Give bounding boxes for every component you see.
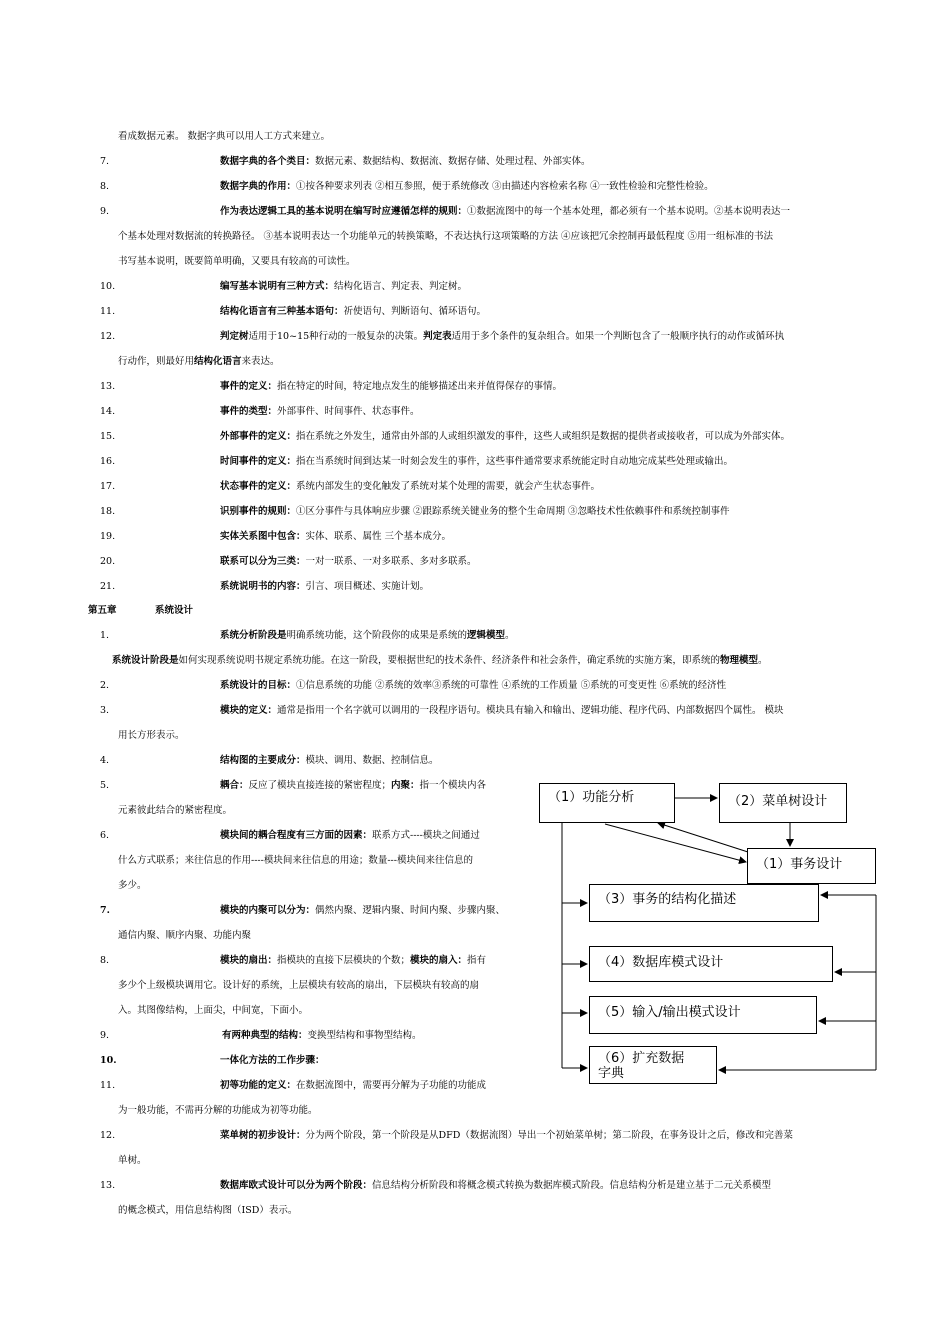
ch5-item-11: 初等功能的定义：在数据流图中，需要再分解为子功能的功能成 <box>220 1080 487 1091</box>
item-11: 结构化语言有三种基本语句：祈使语句、判断语句、循环语句。 <box>220 306 487 317</box>
ch5-item-8: 模块的扇出：指模块的直接下层模块的个数；模块的扇入：指有 <box>220 955 487 966</box>
arrow-b3-b1 <box>658 823 748 852</box>
item-number: 3. <box>100 705 110 716</box>
diagram-box-label: （6）扩充数据 <box>598 1051 685 1066</box>
item-number: 9. <box>100 206 110 217</box>
item-number: 10. <box>100 1055 117 1066</box>
ch5-item-5: 耦合：反应了模块直接连接的紧密程度；内聚：指一个模块内各 <box>220 780 487 791</box>
ch5-item-2: 系统设计的目标：①信息系统的功能 ②系统的效率③系统的可靠性 ④系统的工作质量 ⑤系统的可变更性 ⑥系统的经济性 <box>220 680 727 691</box>
item-13: 事件的定义：指在特定的时间，特定地点发生的能够描述出来并值得保存的事情。 <box>220 381 563 392</box>
item-8: 数据字典的作用：①按各种要求列表 ②相互参照，便于系统修改 ③由描述内容检索名称 ④一致性检验和完整性检验。 <box>220 181 714 192</box>
item-number: 15. <box>100 431 116 442</box>
item-9-cont: 个基本处理对数据流的转换路径。 ③基本说明表达一个功能单元的转换策略，不表达执行这项策略的方法 ④应该把冗余控制再最低程度 ⑤用一组标准的书法 <box>118 231 774 242</box>
item-number: 4. <box>100 755 110 766</box>
item-number: 7. <box>100 156 110 167</box>
item-number: 13. <box>100 1180 116 1191</box>
item-number: 19. <box>100 531 116 542</box>
item-number: 21. <box>100 581 116 592</box>
item-number: 18. <box>100 506 116 517</box>
diagram-box-extend-data-dictionary <box>589 1046 717 1084</box>
item-number: 11. <box>100 1080 116 1091</box>
chapter-title: 系统设计 <box>155 605 194 616</box>
item-number: 12. <box>100 1130 116 1141</box>
item-number: 9. <box>100 1030 110 1041</box>
ch5-item-6: 模块间的耦合程度有三方面的因素：联系方式----模块之间通过 <box>220 830 480 841</box>
ch5-item-4: 结构图的主要成分：模块、调用、数据、控制信息。 <box>220 755 439 766</box>
ch5-item-6-cont: 什么方式联系；来往信息的作用----模块间来往信息的用途；数量---模块间来往信息的 <box>118 855 473 866</box>
ch5-item-13-cont: 的概念模式，用信息结构图（ISD）表示。 <box>118 1205 298 1216</box>
diagram-box-transaction-design: （1）事务设计 <box>747 848 876 884</box>
diagram-box-function-analysis: （1）功能分析 <box>539 783 675 823</box>
item-17: 状态事件的定义：系统内部发生的变化触发了系统对某个处理的需要，就会产生状态事件。 <box>220 481 601 492</box>
item-16: 时间事件的定义：指在当系统时间到达某一时刻会发生的事件，这些事件通常要求系统能定时自动地完成某些处理或输出。 <box>220 456 734 467</box>
diagram-box-label: 字典 <box>598 1066 625 1081</box>
ch5-item-8-cont: 多少个上级模块调用它。设计好的系统，上层模块有较高的扇出，下层模块有较高的扇 <box>118 980 480 991</box>
item-10: 编写基本说明有三种方式：结构化语言、判定表、判定树。 <box>220 281 468 292</box>
ch5-item-6-cont: 多少。 <box>118 880 147 891</box>
arrow-b1-b3 <box>605 824 746 862</box>
item-9: 作为表达逻辑工具的基本说明在编写时应遵循怎样的规则：①数据流图中的每一个基本处理，都必须有一个基本说明。②基本说明表达一 <box>220 206 791 217</box>
ch5-item-12: 菜单树的初步设计：分为两个阶段，第一个阶段是从DFD（数据流图）导出一个初始菜单树；第二阶段，在事务设计之后，修改和完善菜 <box>220 1130 793 1141</box>
ch5-item-10: 一体化方法的工作步骤： <box>220 1055 325 1066</box>
item-12-cont: 行动作，则最好用结构化语言来表达。 <box>118 356 280 367</box>
item-number: 16. <box>100 456 116 467</box>
ch5-item-3-cont: 用长方形表示。 <box>118 730 185 741</box>
item-number: 11. <box>100 306 116 317</box>
chapter-number: 第五章 <box>88 605 117 616</box>
ch5-item-8-cont: 入。其图像结构，上面尖，中间宽，下面小。 <box>118 1005 309 1016</box>
item-20: 联系可以分为三类：一对一联系、一对多联系、多对多联系。 <box>220 556 477 567</box>
ch5-item-3: 模块的定义：通常是指用一个名字就可以调用的一段程序语句。模块具有输入和输出、逻辑功能、程序代码、内部数据四个属性。 模块 <box>220 705 784 716</box>
item-number: 6. <box>100 830 110 841</box>
item-7: 数据字典的各个类目：数据元素、数据结构、数据流、数据存储、处理过程、外部实体。 <box>220 156 591 167</box>
item-number: 17. <box>100 481 116 492</box>
ch5-item-12-cont: 单树。 <box>118 1155 147 1166</box>
ch5-item-5-cont: 元素彼此结合的紧密程度。 <box>118 805 233 816</box>
item-number: 2. <box>100 680 110 691</box>
item-number: 8. <box>100 181 110 192</box>
item-number: 8. <box>100 955 110 966</box>
item-19: 实体关系图中包含：实体、联系、属性 三个基本成分。 <box>220 531 452 542</box>
ch5-item-1-para: 系统设计阶段是如何实现系统说明书规定系统功能。在这一阶段，要根据世纪的技术条件、经济条件和社会条件，确定系统的实施方案，即系统的物理模型。 <box>112 655 768 666</box>
ch5-item-7: 模块的内聚可以分为：偶然内聚、逻辑内聚、时间内聚、步骤内聚、 <box>220 905 506 916</box>
ch5-item-9: 有两种典型的结构：变换型结构和事物型结构。 <box>222 1030 422 1041</box>
diagram-box-database-schema-design: （4）数据库模式设计 <box>589 946 833 982</box>
item-number: 5. <box>100 780 110 791</box>
item-9-cont: 书写基本说明，既要简单明确，又要具有较高的可读性。 <box>118 256 356 267</box>
item-number: 1. <box>100 630 110 641</box>
item-12: 判定树适用于10~15种行动的一般复杂的决策。判定表适用于多个条件的复杂组合。如果一个判断包含了一般顺序执行的动作或循环执 <box>220 331 785 342</box>
item-21: 系统说明书的内容：引言、项目概述、实施计划。 <box>220 581 430 592</box>
item-number: 7. <box>100 905 110 916</box>
item-number: 14. <box>100 406 116 417</box>
diagram-box-structured-description: （3）事务的结构化描述 <box>589 884 819 922</box>
item-14: 事件的类型：外部事件、时间事件、状态事件。 <box>220 406 420 417</box>
ch5-item-7-cont: 通信内聚、顺序内聚、功能内聚 <box>118 930 252 941</box>
diagram-box-menu-tree-design: （2）菜单树设计 <box>719 783 847 823</box>
diagram-box-io-design: （5）输入/输出模式设计 <box>589 996 817 1034</box>
item-15: 外部事件的定义：指在系统之外发生，通常由外部的人或组织激发的事件，这些人或组织是数据的提供者或接收者，可以成为外部实体。 <box>220 431 791 442</box>
item-number: 12. <box>100 331 116 342</box>
item-number: 20. <box>100 556 116 567</box>
item-number: 10. <box>100 281 116 292</box>
ch5-item-1: 系统分析阶段是明确系统功能，这个阶段你的成果是系统的逻辑模型。 <box>220 630 515 641</box>
item-number: 13. <box>100 381 116 392</box>
ch5-item-13: 数据库欧式设计可以分为两个阶段：信息结构分析阶段和将概念模式转换为数据库模式阶段。信息结构分析是建立基于二元关系模型 <box>220 1180 772 1191</box>
item-18: 识别事件的规则：①区分事件与具体响应步骤 ②跟踪系统关键业务的整个生命周期 ③忽略技术性依赖事件和系统控制事件 <box>220 506 730 517</box>
ch5-item-11-cont: 为一般功能，不需再分解的功能成为初等功能。 <box>118 1105 318 1116</box>
text-line: 看成数据元素。 数据字典可以用人工方式来建立。 <box>118 131 331 142</box>
